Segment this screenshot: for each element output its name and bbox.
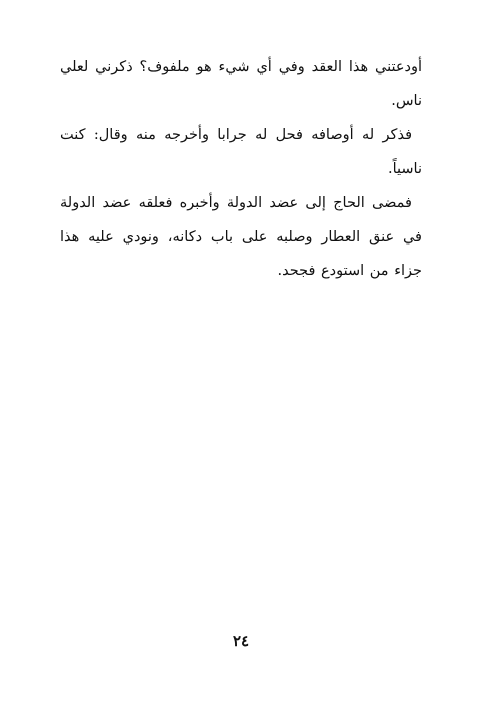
page-number: ٢٤: [232, 632, 250, 650]
body-text: [60, 50, 422, 288]
paragraph-1: أودعتني هذا العقد وفي أي شيء هو ملفوف؟ ذكرني لعلي ناس.: [60, 59, 422, 109]
paragraph-2: فذكر له أوصافه فحل له جرابا وأخرجه منه وقال: كنت ناسياً.: [60, 127, 422, 177]
paragraph-3: فمضى الحاج إلى عضد الدولة وأخبره فعلقه عضد الدولة في عنق العطار وصلبه على باب دكانه، ونودي عليه هذا جزاء من استودع فجحد.: [60, 195, 422, 279]
